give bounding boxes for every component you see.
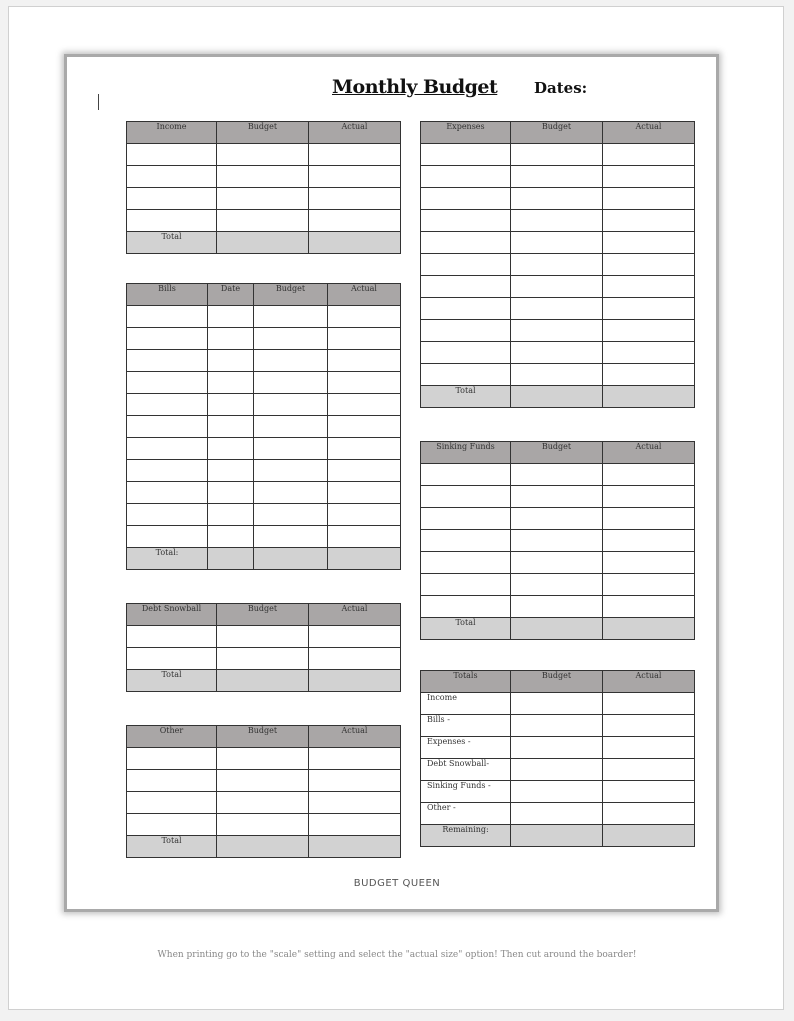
table-cell[interactable] [309,792,401,814]
table-cell[interactable] [511,508,603,530]
table-row [421,254,695,276]
table-cell[interactable] [309,814,401,836]
bills-header-budget: Budget [254,284,328,306]
table-cell[interactable] [254,438,328,460]
table-cell[interactable] [421,298,511,320]
other-total-actual[interactable] [309,836,401,858]
table-row [421,530,695,552]
table-cell[interactable] [217,626,309,648]
table-cell[interactable] [603,210,695,232]
totals-row-debt-snowball [421,759,695,781]
bills-table [126,283,401,570]
table-cell[interactable] [127,648,217,670]
table-row [127,814,401,836]
table-cell[interactable] [127,328,208,350]
income-total-label: Total [127,232,217,254]
other-table [126,725,401,858]
table-row [421,298,695,320]
table-cell[interactable] [511,166,603,188]
table-cell[interactable] [603,298,695,320]
totals-header-totals: Totals [421,671,511,693]
bills-header-row [127,284,401,306]
income-header-actual: Actual [309,122,401,144]
totals-remaining-label: Remaining: [421,825,511,847]
totals-row-label: Income [421,693,511,715]
table-row [127,504,401,526]
table-cell[interactable] [328,394,401,416]
table-row [127,460,401,482]
table-cell[interactable] [208,526,254,548]
totals-remaining-actual[interactable] [603,825,695,847]
debt-header-budget: Budget [217,604,309,626]
table-cell[interactable] [127,770,217,792]
income-rows [127,144,401,232]
totals-row-label: Bills - [421,715,511,737]
brand-footer: BUDGET QUEEN [353,878,441,889]
table-cell[interactable] [208,504,254,526]
totals-row-label: Sinking Funds - [421,781,511,803]
table-cell[interactable] [603,144,695,166]
table-cell[interactable] [511,596,603,618]
table-row [421,188,695,210]
table-cell[interactable] [421,530,511,552]
table-cell[interactable] [127,504,208,526]
sinking-total-budget[interactable] [511,618,603,640]
table-row [127,188,401,210]
text-cursor [98,94,99,110]
table-cell[interactable] [208,306,254,328]
table-cell[interactable] [254,482,328,504]
totals-cell[interactable] [603,803,695,825]
table-cell[interactable] [208,394,254,416]
table-row [127,770,401,792]
table-row [421,320,695,342]
totals-row-expenses [421,737,695,759]
totals-cell[interactable] [511,737,603,759]
table-row [127,792,401,814]
table-row [421,210,695,232]
totals-row-label: Expenses - [421,737,511,759]
bills-total-actual[interactable] [328,548,401,570]
table-cell[interactable] [603,574,695,596]
table-cell[interactable] [421,254,511,276]
table-cell[interactable] [254,306,328,328]
totals-header-actual: Actual [603,671,695,693]
income-total-row [127,232,401,254]
table-cell[interactable] [511,144,603,166]
expenses-table [420,121,695,408]
totals-row-bills [421,715,695,737]
sinking-total-actual[interactable] [603,618,695,640]
income-total-actual[interactable] [309,232,401,254]
other-header-actual: Actual [309,726,401,748]
table-cell[interactable] [603,364,695,386]
totals-row-label: Other - [421,803,511,825]
table-cell[interactable] [208,328,254,350]
income-header-budget: Budget [217,122,309,144]
other-total-budget[interactable] [217,836,309,858]
totals-cell[interactable] [511,715,603,737]
table-cell[interactable] [127,306,208,328]
table-cell[interactable] [208,416,254,438]
table-cell[interactable] [127,394,208,416]
table-cell[interactable] [309,748,401,770]
table-cell[interactable] [603,552,695,574]
table-cell[interactable] [511,254,603,276]
table-cell[interactable] [603,464,695,486]
table-cell[interactable] [127,188,217,210]
debt-total-row [127,670,401,692]
table-cell[interactable] [127,416,208,438]
table-cell[interactable] [328,438,401,460]
table-cell[interactable] [511,188,603,210]
table-cell[interactable] [208,372,254,394]
table-row [421,552,695,574]
debt-rows [127,626,401,670]
table-cell[interactable] [254,504,328,526]
table-row [127,394,401,416]
totals-cell[interactable] [511,693,603,715]
totals-row-sinking-funds [421,781,695,803]
table-row [127,328,401,350]
table-cell[interactable] [421,188,511,210]
expenses-total-row [421,386,695,408]
income-header-row [127,122,401,144]
table-cell[interactable] [511,530,603,552]
table-cell[interactable] [603,166,695,188]
table-cell[interactable] [127,372,208,394]
other-header-row [127,726,401,748]
sinking-rows [421,464,695,618]
page-title: Monthly Budget [332,76,498,98]
table-cell[interactable] [309,648,401,670]
debt-total-actual[interactable] [309,670,401,692]
table-cell[interactable] [127,350,208,372]
table-cell[interactable] [511,552,603,574]
table-row [421,342,695,364]
table-cell[interactable] [217,188,309,210]
totals-cell[interactable] [603,693,695,715]
table-row [421,508,695,530]
totals-cell[interactable] [603,781,695,803]
table-cell[interactable] [603,254,695,276]
income-total-budget[interactable] [217,232,309,254]
table-cell[interactable] [328,372,401,394]
table-cell[interactable] [511,298,603,320]
table-cell[interactable] [127,814,217,836]
table-cell[interactable] [217,210,309,232]
other-header-budget: Budget [217,726,309,748]
table-row [127,306,401,328]
table-cell[interactable] [511,276,603,298]
bills-rows [127,306,401,548]
totals-cell[interactable] [603,737,695,759]
expenses-header-row [421,122,695,144]
table-cell[interactable] [603,486,695,508]
totals-header-row [421,671,695,693]
table-row [421,166,695,188]
debt-header-debt-snowball: Debt Snowball [127,604,217,626]
table-row [127,482,401,504]
table-cell[interactable] [217,144,309,166]
table-cell[interactable] [309,144,401,166]
table-row [127,372,401,394]
table-cell[interactable] [127,144,217,166]
table-cell[interactable] [511,486,603,508]
totals-remaining-budget[interactable] [511,825,603,847]
table-row [127,350,401,372]
table-row [421,232,695,254]
dates-label: Dates: [534,79,588,97]
table-cell[interactable] [421,166,511,188]
table-cell[interactable] [208,460,254,482]
bills-header-date: Date [208,284,254,306]
totals-row-other [421,803,695,825]
table-cell[interactable] [603,508,695,530]
table-cell[interactable] [254,526,328,548]
table-cell[interactable] [328,482,401,504]
bills-header-bills: Bills [127,284,208,306]
expenses-total-label: Total [421,386,511,408]
table-cell[interactable] [328,350,401,372]
table-cell[interactable] [309,166,401,188]
table-cell[interactable] [127,460,208,482]
table-cell[interactable] [603,320,695,342]
sinking-total-row [421,618,695,640]
table-cell[interactable] [254,350,328,372]
table-cell[interactable] [127,482,208,504]
table-cell[interactable] [421,320,511,342]
table-cell[interactable] [511,232,603,254]
printing-note: When printing go to the "scale" setting and select the "actual size" option! Then cut around the boarder! [157,950,637,960]
table-cell[interactable] [217,166,309,188]
totals-row-income [421,693,695,715]
sinking-header-sinking-funds: Sinking Funds [421,442,511,464]
table-row [127,626,401,648]
table-row [421,486,695,508]
table-cell[interactable] [217,792,309,814]
expenses-rows [421,144,695,386]
totals-header-budget: Budget [511,671,603,693]
expenses-header-expenses: Expenses [421,122,511,144]
table-cell[interactable] [421,276,511,298]
table-row [421,276,695,298]
table-cell[interactable] [603,530,695,552]
sinking-header-actual: Actual [603,442,695,464]
table-row [127,416,401,438]
table-cell[interactable] [421,342,511,364]
table-cell[interactable] [254,328,328,350]
table-cell[interactable] [254,372,328,394]
table-row [127,748,401,770]
other-total-label: Total [127,836,217,858]
table-cell[interactable] [328,328,401,350]
table-cell[interactable] [217,814,309,836]
table-cell[interactable] [127,748,217,770]
debt-header-actual: Actual [309,604,401,626]
table-cell[interactable] [421,486,511,508]
table-cell[interactable] [421,464,511,486]
table-cell[interactable] [511,464,603,486]
sinking-funds-table [420,441,695,640]
other-total-row [127,836,401,858]
table-cell[interactable] [309,770,401,792]
bills-total-row [127,548,401,570]
table-cell[interactable] [603,342,695,364]
table-cell[interactable] [603,232,695,254]
debt-total-budget[interactable] [217,670,309,692]
table-cell[interactable] [603,188,695,210]
bills-total-label: Total: [127,548,208,570]
income-table [126,121,401,254]
bills-total-budget[interactable] [254,548,328,570]
table-cell[interactable] [511,364,603,386]
table-cell[interactable] [309,626,401,648]
totals-cell[interactable] [511,759,603,781]
table-cell[interactable] [603,596,695,618]
table-cell[interactable] [421,508,511,530]
table-cell[interactable] [254,416,328,438]
table-cell[interactable] [511,210,603,232]
table-cell[interactable] [254,394,328,416]
sinking-header-budget: Budget [511,442,603,464]
table-row [127,526,401,548]
totals-cell[interactable] [603,759,695,781]
other-header-other: Other [127,726,217,748]
table-cell[interactable] [328,416,401,438]
table-cell[interactable] [328,504,401,526]
table-cell[interactable] [421,574,511,596]
bills-header-actual: Actual [328,284,401,306]
table-row [421,464,695,486]
table-cell[interactable] [421,144,511,166]
debt-header-row [127,604,401,626]
table-cell[interactable] [217,770,309,792]
sinking-header-row [421,442,695,464]
table-cell[interactable] [208,438,254,460]
table-row [421,596,695,618]
table-cell[interactable] [511,342,603,364]
table-cell[interactable] [328,460,401,482]
expenses-total-budget[interactable] [511,386,603,408]
table-cell[interactable] [603,276,695,298]
table-cell[interactable] [309,210,401,232]
table-cell[interactable] [421,232,511,254]
table-row [421,574,695,596]
bills-total-date[interactable] [208,548,254,570]
sinking-total-label: Total [421,618,511,640]
table-cell[interactable] [127,792,217,814]
table-row [127,166,401,188]
totals-remaining-row [421,825,695,847]
table-row [127,210,401,232]
totals-cell[interactable] [511,781,603,803]
table-row [421,364,695,386]
table-cell[interactable] [208,350,254,372]
table-row [127,648,401,670]
table-cell[interactable] [328,526,401,548]
table-cell[interactable] [328,306,401,328]
totals-cell[interactable] [603,715,695,737]
table-cell[interactable] [421,210,511,232]
expenses-header-actual: Actual [603,122,695,144]
table-cell[interactable] [127,210,217,232]
income-header-income: Income [127,122,217,144]
table-cell[interactable] [127,166,217,188]
expenses-total-actual[interactable] [603,386,695,408]
table-cell[interactable] [511,320,603,342]
table-cell[interactable] [511,574,603,596]
expenses-header-budget: Budget [511,122,603,144]
table-row [127,438,401,460]
debt-snowball-table [126,603,401,692]
table-cell[interactable] [421,364,511,386]
other-rows [127,748,401,836]
table-row [127,144,401,166]
table-cell[interactable] [217,648,309,670]
table-cell[interactable] [309,188,401,210]
table-row [421,144,695,166]
table-cell[interactable] [421,596,511,618]
table-cell[interactable] [254,460,328,482]
totals-cell[interactable] [511,803,603,825]
totals-row-label: Debt Snowball- [421,759,511,781]
totals-table [420,670,695,847]
table-cell[interactable] [217,748,309,770]
debt-total-label: Total [127,670,217,692]
table-cell[interactable] [127,626,217,648]
table-cell[interactable] [127,526,208,548]
table-cell[interactable] [127,438,208,460]
table-cell[interactable] [208,482,254,504]
table-cell[interactable] [421,552,511,574]
